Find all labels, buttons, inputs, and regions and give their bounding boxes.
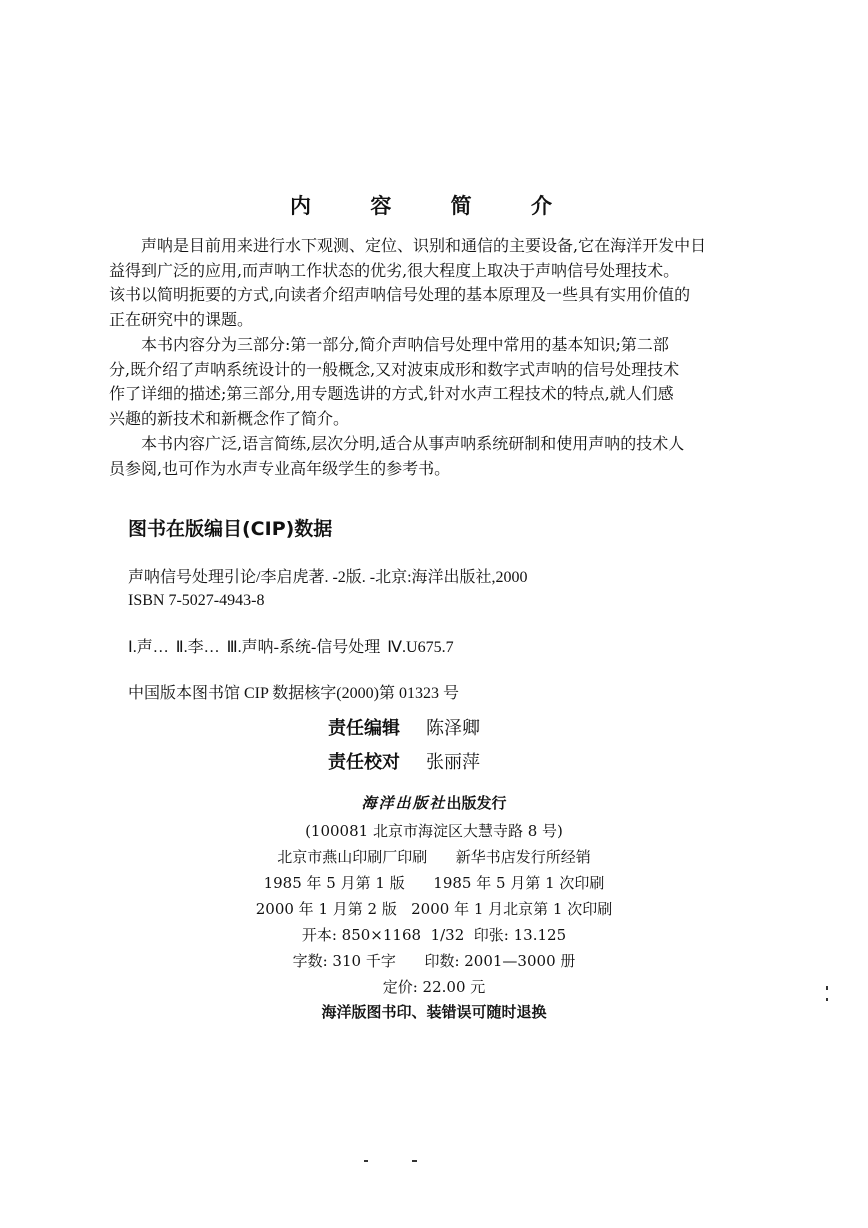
summary-paragraph-1 [109,234,725,332]
staff-role: 责任编辑 [328,718,400,739]
cip-number: 中国版本图书馆 CIP 数据核字(2000)第 01323 号 [128,685,459,702]
scan-speck [412,1160,417,1162]
summary-title: 内 容 简 介 [290,194,578,218]
text-line: 分,既介绍了声呐系统设计的一般概念,又对波束成形和数字式声呐的信号处理技术 [109,359,680,379]
summary-paragraph-2 [109,333,725,431]
text-line: 正在研究中的课题。 [109,309,254,329]
summary-paragraph-3 [109,432,725,481]
text-line: 该书以简明扼要的方式,向读者介绍声呐信号处理的基本原理及一些具有实用价值的 [109,285,691,305]
publisher-line [0,792,868,813]
edition-second: 2000 年 1 月第 2 版 2000 年 1 月北京第 1 次印刷 [255,900,613,918]
staff-name: 张丽萍 [426,752,480,773]
publisher-logo: 海洋出版社 [361,794,447,812]
staff-proofreader [328,748,480,774]
cip-record: 声呐信号处理引论/李启虎著. -2版. -北京:海洋出版社,2000 [128,569,528,586]
text-line: 本书内容分为三部分:第一部分,简介声呐信号处理中常用的基本知识;第二部 [141,335,669,354]
publisher-suffix: 出版发行 [446,794,507,812]
staff-name: 陈泽卿 [426,718,480,739]
format-info: 开本: 850×1168 1/32 印张: 13.125 [301,926,567,944]
staff-editor [328,714,480,740]
cip-heading: 图书在版编目(CIP)数据 [128,518,333,540]
text-line: 益得到广泛的应用,而声呐工作状态的优劣,很大程度上取决于声呐信号处理技术。 [109,260,680,280]
scan-speck [826,998,828,1001]
word-count: 字数: 310 千字 印数: 2001—3000 册 [292,952,576,970]
publisher-address: (100081 北京市海淀区大慧寺路 8 号) [305,822,563,840]
edition-first: 1985 年 5 月第 1 版 1985 年 5 月第 1 次印刷 [263,874,605,892]
printing-info: 北京市燕山印刷厂印刷 新华书店发行所经销 [277,848,591,866]
scan-speck [826,986,828,990]
text-line: 声呐是目前用来进行水下观测、定位、识别和通信的主要设备,它在海洋开发中日 [141,236,707,255]
cip-isbn: ISBN 7-5027-4943-8 [128,592,265,609]
staff-role: 责任校对 [328,752,400,773]
cip-classification: Ⅰ.声… Ⅱ.李… Ⅲ.声呐-系统-信号处理 Ⅳ.U675.7 [128,639,454,656]
return-notice: 海洋版图书印、装错误可随时退换 [321,1003,547,1021]
price: 定价: 22.00 元 [382,978,486,996]
text-line: 作了详细的描述;第三部分,用专题选讲的方式,针对水声工程技术的特点,就人们感 [109,384,674,404]
text-line: 员参阅,也可作为水声专业高年级学生的参考书。 [109,458,451,478]
text-line: 兴趣的新技术和新概念作了简介。 [109,408,350,428]
text-line: 本书内容广泛,语言简练,层次分明,适合从事声呐系统研制和使用声呐的技术人 [141,434,685,453]
scan-speck [364,1160,368,1162]
